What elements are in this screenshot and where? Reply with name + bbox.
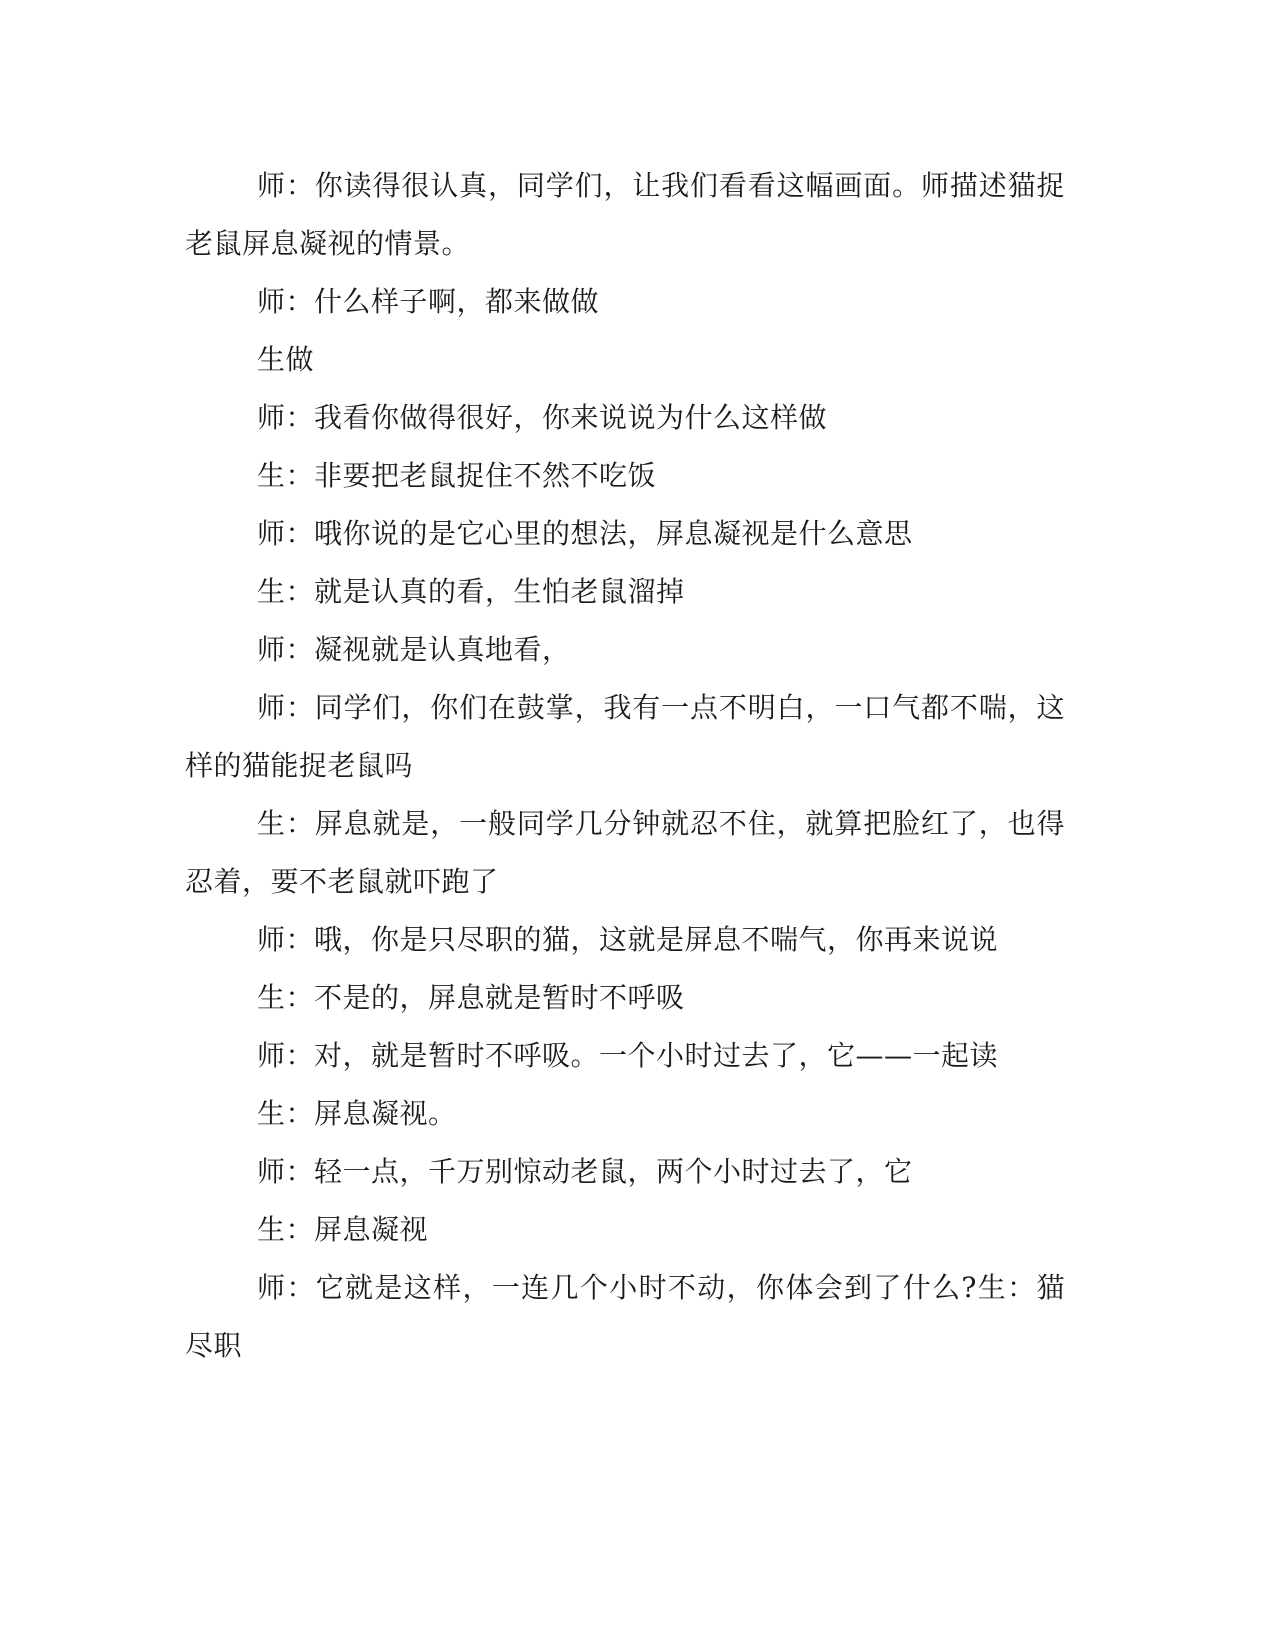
paragraph: 师：对，就是暂时不呼吸。一个小时过去了，它——一起读 — [257, 1039, 999, 1072]
paragraph: 生：不是的，屏息就是暂时不呼吸 — [257, 981, 685, 1014]
paragraph: 生：屏息凝视 — [257, 1213, 429, 1246]
paragraph: 师：同学们，你们在鼓掌，我有一点不明白，一口气都不喘，这样的猫能捉老鼠吗 — [185, 691, 1065, 782]
paragraph: 生：非要把老鼠捉住不然不吃饭 — [257, 459, 657, 492]
paragraph: 师：我看你做得很好，你来说说为什么这样做 — [257, 401, 828, 434]
paragraph: 师：哦，你是只尽职的猫，这就是屏息不喘气，你再来说说 — [257, 923, 999, 956]
paragraph: 生：屏息凝视。 — [257, 1097, 457, 1130]
paragraph: 生：屏息就是，一般同学几分钟就忍不住，就算把脸红了，也得忍着，要不老鼠就吓跑了 — [185, 807, 1065, 898]
paragraph: 师：什么样子啊，都来做做 — [257, 285, 600, 318]
paragraph: 师：它就是这样，一连几个小时不动，你体会到了什么?生：猫尽职 — [185, 1271, 1065, 1362]
paragraph: 师：轻一点，千万别惊动老鼠，两个小时过去了，它 — [257, 1155, 913, 1188]
paragraph: 生做 — [257, 343, 315, 376]
paragraph: 师：哦你说的是它心里的想法，屏息凝视是什么意思 — [257, 517, 913, 550]
paragraph: 生：就是认真的看，生怕老鼠溜掉 — [257, 575, 685, 608]
paragraph: 师：凝视就是认真地看， — [257, 633, 571, 666]
paragraph: 师：你读得很认真，同学们，让我们看看这幅画面。师描述猫捉老鼠屏息凝视的情景。 — [185, 169, 1065, 260]
document-body — [185, 157, 1065, 1375]
